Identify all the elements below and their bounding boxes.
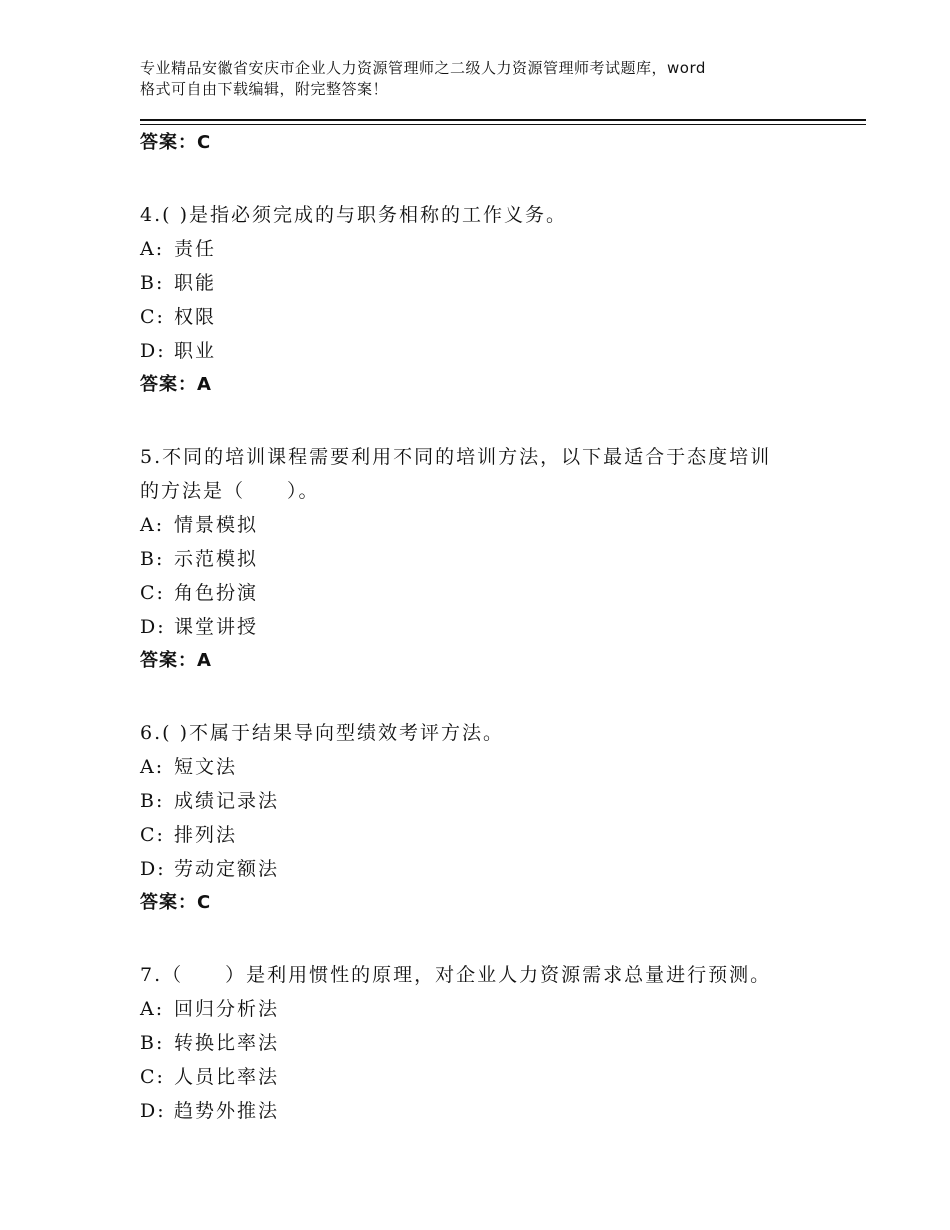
option-d [140, 610, 840, 644]
option-label: D: [140, 1100, 166, 1122]
option-c [140, 576, 840, 610]
question-answer: 答案：A [140, 650, 212, 671]
header-divider-thick [140, 119, 866, 121]
page-header [140, 58, 840, 100]
option-label: A: [140, 756, 165, 778]
option-d [140, 852, 840, 886]
question-stem-line: 5.不同的培训课程需要利用不同的培训方法，以下最适合于态度培训 [140, 446, 772, 468]
option-text: 人员比率法 [174, 1066, 280, 1088]
option-text: 角色扮演 [174, 582, 259, 604]
option-text: 短文法 [174, 756, 238, 778]
option-label: A: [140, 238, 165, 260]
option-text: 责任 [174, 238, 217, 260]
option-text: 权限 [174, 306, 217, 328]
option-d [140, 1094, 840, 1128]
question-stem-line: 6.( )不属于结果导向型绩效考评方法。 [140, 722, 504, 744]
option-text: 职能 [174, 272, 217, 294]
question-4 [140, 198, 840, 402]
question-list [140, 126, 840, 1128]
option-b [140, 542, 840, 576]
header-line-2: 格式可自由下载编辑，附完整答案！ [140, 80, 389, 98]
question-stem [140, 440, 840, 508]
question-stem-line: 4.( )是指必须完成的与职务相称的工作义务。 [140, 204, 567, 226]
option-label: D: [140, 858, 166, 880]
option-b [140, 266, 840, 300]
question-5 [140, 440, 840, 678]
previous-question-answer: 答案：C [140, 132, 212, 153]
option-label: B: [140, 548, 165, 570]
question-stem-line: 的方法是（ ）。 [140, 480, 320, 502]
option-label: A: [140, 514, 165, 536]
question-stem-line: 7.（ ）是利用惯性的原理，对企业人力资源需求总量进行预测。 [140, 964, 772, 986]
question-answer: 答案：A [140, 374, 212, 395]
option-label: B: [140, 1032, 165, 1054]
option-text: 劳动定额法 [174, 858, 280, 880]
option-label: C: [140, 1066, 165, 1088]
option-text: 排列法 [174, 824, 238, 846]
option-c [140, 1060, 840, 1094]
option-label: D: [140, 616, 166, 638]
question-stem [140, 198, 840, 232]
option-a [140, 992, 840, 1026]
option-label: C: [140, 824, 165, 846]
option-text: 回归分析法 [174, 998, 280, 1020]
option-a [140, 232, 840, 266]
option-b [140, 784, 840, 818]
option-label: D: [140, 340, 166, 362]
option-label: B: [140, 272, 165, 294]
option-text: 课堂讲授 [174, 616, 259, 638]
option-c [140, 818, 840, 852]
option-text: 转换比率法 [174, 1032, 280, 1054]
option-text: 成绩记录法 [174, 790, 280, 812]
question-answer: 答案：C [140, 892, 212, 913]
option-text: 示范模拟 [174, 548, 259, 570]
question-7 [140, 958, 840, 1128]
header-line-1: 专业精品安徽省安庆市企业人力资源管理师之二级人力资源管理师考试题库，word [140, 59, 706, 77]
option-b [140, 1026, 840, 1060]
option-label: B: [140, 790, 165, 812]
option-a [140, 508, 840, 542]
question-stem [140, 716, 840, 750]
question-stem [140, 958, 840, 992]
header-divider-thin [140, 124, 866, 125]
option-a [140, 750, 840, 784]
option-text: 情景模拟 [174, 514, 259, 536]
question-6 [140, 716, 840, 920]
option-label: C: [140, 582, 165, 604]
option-d [140, 334, 840, 368]
option-text: 职业 [174, 340, 217, 362]
option-label: C: [140, 306, 165, 328]
option-c [140, 300, 840, 334]
option-label: A: [140, 998, 165, 1020]
option-text: 趋势外推法 [174, 1100, 280, 1122]
